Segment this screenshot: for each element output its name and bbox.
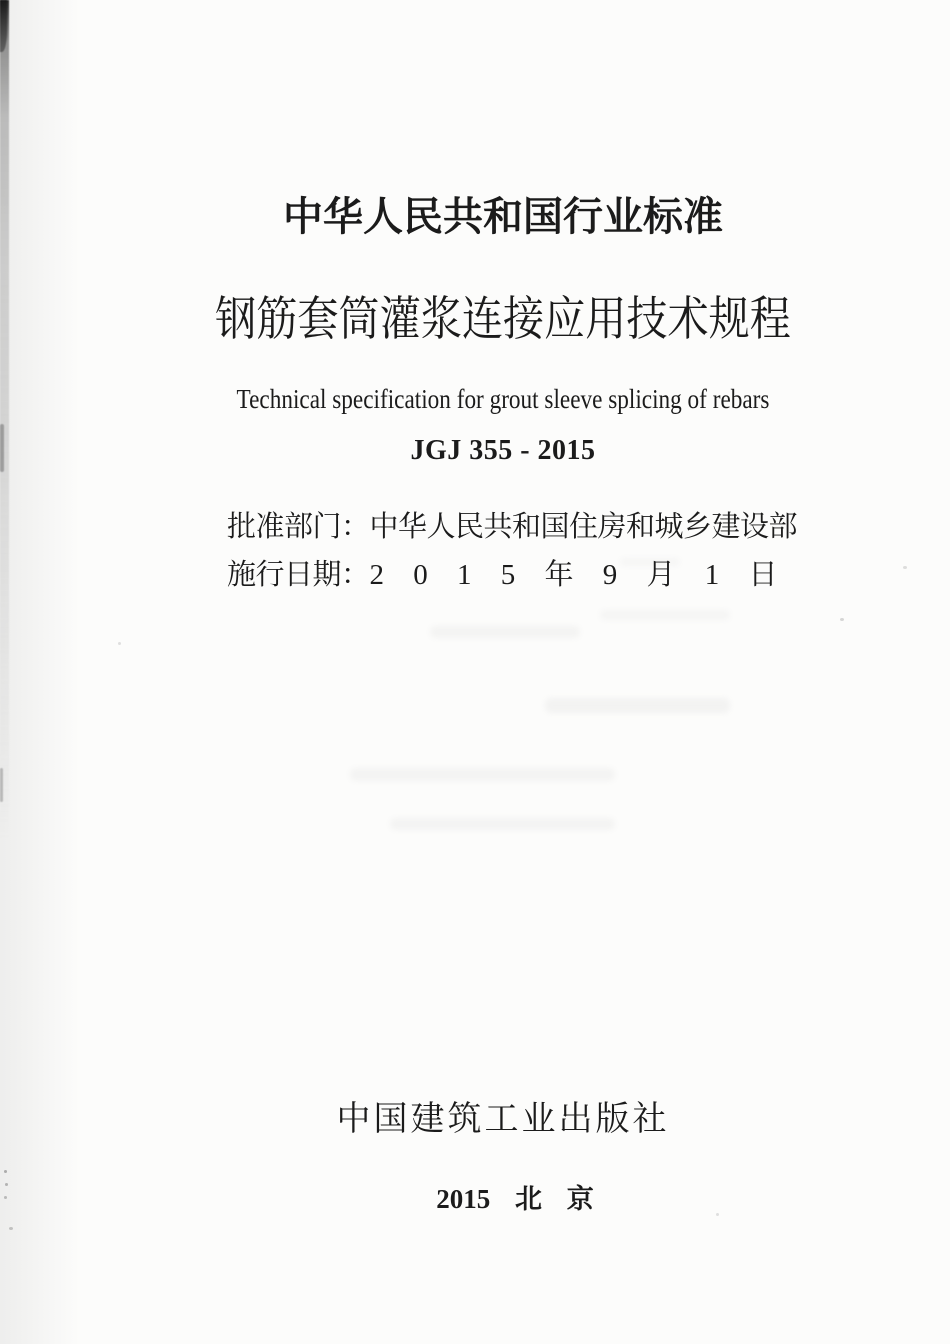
scan-speck — [840, 618, 844, 621]
scan-speck — [903, 566, 907, 569]
approval-department-line — [227, 503, 798, 551]
edition-year-city: 2015 北 京 — [436, 1184, 594, 1214]
scan-speck — [5, 1183, 8, 1186]
effective-value: 2 0 1 5 年 9 月 1 日 — [369, 559, 778, 591]
effective-date-line — [227, 551, 792, 599]
document-title-chinese: 钢筋套筒灌浆连接应用技术规程 — [215, 294, 791, 346]
scan-edge-mark — [0, 424, 4, 472]
showthrough-smudge — [600, 610, 730, 620]
publisher-name: 中国建筑工业出版社 — [336, 1101, 670, 1138]
showthrough-smudge — [390, 818, 615, 830]
approval-label: 批准部门： — [227, 511, 370, 543]
approval-info-block — [227, 503, 798, 599]
showthrough-smudge — [430, 626, 580, 638]
scan-speck — [4, 1196, 7, 1199]
document-title-english: Technical specification for grout sleeve splicing of rebars — [236, 384, 770, 414]
scan-speck — [4, 1170, 7, 1173]
showthrough-smudge — [545, 698, 730, 713]
effective-label: 施行日期： — [227, 559, 370, 591]
scan-edge-shadow — [0, 0, 9, 840]
standard-class-heading: 中华人民共和国行业标准 — [283, 195, 723, 239]
scan-speck — [118, 642, 121, 645]
approval-value: 中华人民共和国住房和城乡建设部 — [369, 511, 798, 543]
scan-speck — [9, 1227, 13, 1230]
showthrough-smudge — [350, 768, 615, 781]
standard-code: JGJ 355 - 2015 — [410, 435, 596, 466]
scan-edge-mark — [0, 768, 3, 802]
scan-speck — [716, 1213, 719, 1216]
